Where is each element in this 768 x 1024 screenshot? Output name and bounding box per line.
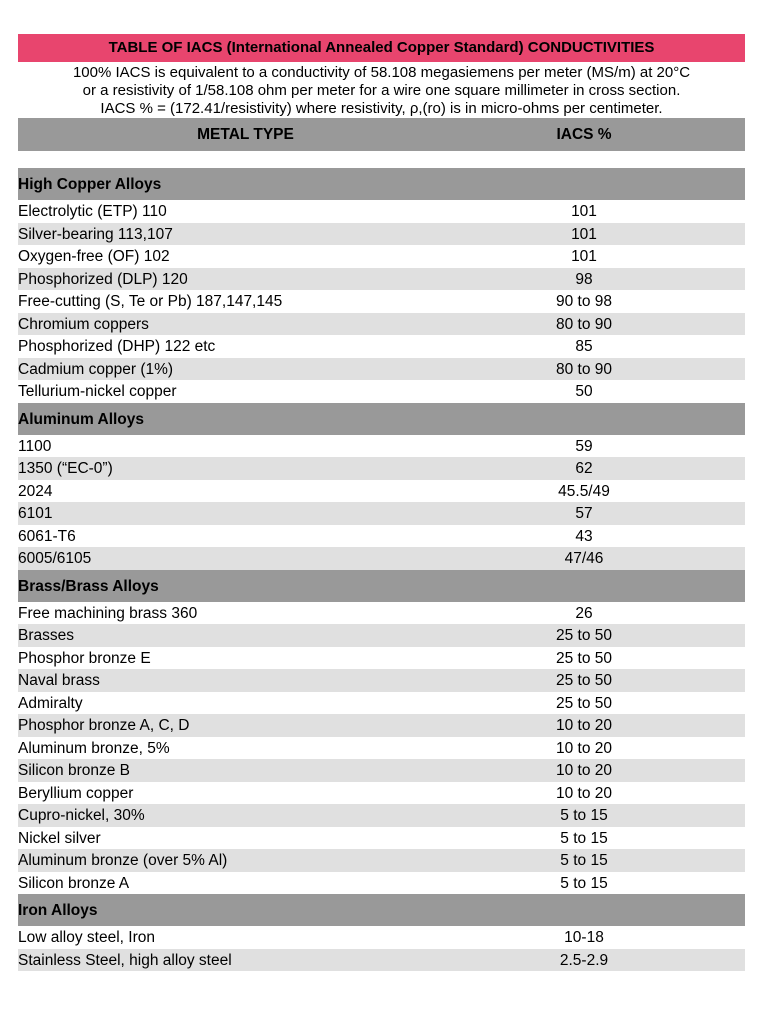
- table-row: [18, 525, 745, 548]
- iacs-table: [18, 34, 745, 971]
- metal-name-cell: 2024: [18, 482, 53, 500]
- iacs-value-cell: 85: [575, 338, 593, 355]
- metal-name-cell: Free-cutting (S, Te or Pb) 187,147,145: [18, 293, 283, 310]
- metal-name-cell: 6061-T6: [18, 527, 76, 545]
- iacs-value-cell: 5 to 15: [560, 874, 608, 892]
- table-row: [18, 872, 745, 895]
- iacs-value-cell: 10 to 20: [555, 739, 613, 757]
- metal-name-cell: Phosphorized (DHP) 122 etc: [18, 338, 216, 355]
- iacs-value-cell: 10 to 20: [555, 784, 613, 802]
- table-row: [18, 624, 745, 647]
- table-row: [18, 737, 745, 760]
- table-description: [18, 62, 745, 118]
- iacs-value-cell: 26: [575, 604, 593, 622]
- table-title: TABLE OF IACS (International Annealed Copper Standard) CONDUCTIVITIES: [18, 34, 745, 62]
- iacs-value-cell: 47/46: [564, 550, 604, 567]
- description-line: or a resistivity of 1/58.108 ohm per meter for a wire one square millimeter in cross section.: [82, 82, 681, 99]
- table-row: [18, 782, 745, 805]
- iacs-value-cell: 45.5/49: [558, 482, 610, 500]
- table-row: [18, 480, 745, 503]
- table-row: [18, 714, 745, 737]
- iacs-value-cell: 101: [571, 248, 597, 265]
- iacs-value-cell: 5 to 15: [560, 829, 608, 847]
- table-row: [18, 380, 745, 403]
- metal-name-cell: Silicon bronze B: [18, 762, 131, 779]
- table-row: [18, 358, 745, 381]
- metal-name-cell: Cupro-nickel, 30%: [18, 807, 145, 824]
- table-row: [18, 457, 745, 480]
- metal-name-cell: 6101: [18, 505, 53, 522]
- metal-name-cell: Admiralty: [18, 694, 83, 712]
- section-header: Brass/Brass Alloys: [18, 570, 745, 602]
- metal-name-cell: Beryllium copper: [18, 784, 134, 802]
- table-row: [18, 435, 745, 458]
- metal-name-cell: Phosphor bronze E: [18, 649, 151, 667]
- metal-name-cell: 1100: [18, 437, 52, 455]
- metal-name-cell: Low alloy steel, Iron: [18, 929, 155, 946]
- iacs-value-cell: 2.5-2.9: [559, 951, 609, 969]
- table-row: [18, 804, 745, 827]
- metal-name-cell: Phosphor bronze A, C, D: [18, 717, 190, 734]
- table-row: [18, 602, 745, 625]
- table-row: [18, 268, 745, 291]
- section-header: Aluminum Alloys: [18, 403, 745, 435]
- metal-name-cell: Chromium coppers: [18, 315, 149, 333]
- metal-name-cell: Phosphorized (DLP) 120: [18, 270, 188, 288]
- metal-name-cell: Naval brass: [18, 672, 100, 689]
- iacs-value-cell: 80 to 90: [555, 360, 613, 378]
- table-row: [18, 692, 745, 715]
- table-row: [18, 759, 745, 782]
- table-row: [18, 849, 745, 872]
- iacs-value-cell: 43: [575, 527, 593, 545]
- iacs-value-cell: 57: [575, 505, 593, 522]
- column-header-row: [18, 118, 745, 151]
- table-row: [18, 245, 745, 268]
- table-row: [18, 223, 745, 246]
- metal-name-cell: Electrolytic (ETP) 110: [18, 203, 167, 220]
- metal-name-cell: Silver-bearing 113,107: [18, 225, 173, 243]
- iacs-value-cell: 90 to 98: [555, 293, 613, 310]
- iacs-value-cell: 98: [575, 270, 593, 288]
- iacs-value-cell: 25 to 50: [555, 649, 613, 667]
- table-row: [18, 290, 745, 313]
- table-row: [18, 313, 745, 336]
- metal-name-cell: 6005/6105: [18, 550, 92, 567]
- metal-name-cell: Oxygen-free (OF) 102: [18, 248, 170, 265]
- metal-name-cell: 1350 (“EC-0”): [18, 460, 113, 477]
- metal-name-cell: Aluminum bronze (over 5% Al): [18, 852, 228, 869]
- iacs-value-cell: 10-18: [564, 929, 604, 946]
- section-header: High Copper Alloys: [18, 168, 745, 200]
- metal-name-cell: Tellurium-nickel copper: [18, 383, 177, 400]
- description-line: 100% IACS is equivalent to a conductivity of 58.108 megasiemens per meter (MS/m) at 20°C: [72, 64, 691, 81]
- iacs-value-cell: 101: [571, 203, 597, 220]
- iacs-value-cell: 59: [575, 437, 593, 455]
- metal-name-cell: Free machining brass 360: [18, 604, 198, 622]
- iacs-value-cell: 80 to 90: [555, 315, 613, 333]
- iacs-value-cell: 25 to 50: [555, 627, 613, 644]
- description-line: IACS % = (172.41/resistivity) where resistivity, ρ,(ro) is in micro-ohms per centimeter.: [100, 100, 663, 117]
- table-row: [18, 647, 745, 670]
- iacs-value-cell: 10 to 20: [555, 717, 613, 734]
- iacs-value-cell: 10 to 20: [555, 762, 613, 779]
- table-row: [18, 200, 745, 223]
- table-row: [18, 669, 745, 692]
- table-body: [18, 168, 745, 971]
- section-header: Iron Alloys: [18, 894, 745, 926]
- iacs-value-cell: 101: [571, 225, 597, 243]
- table-row: [18, 827, 745, 850]
- iacs-value-cell: 25 to 50: [555, 694, 613, 712]
- metal-name-cell: Stainless Steel, high alloy steel: [18, 951, 232, 969]
- table-row: [18, 547, 745, 570]
- metal-name-cell: Brasses: [18, 627, 74, 644]
- table-row: [18, 926, 745, 949]
- iacs-value-cell: 25 to 50: [555, 672, 613, 689]
- column-header-iacs: IACS %: [556, 125, 612, 143]
- table-row: [18, 949, 745, 972]
- header-spacer: [18, 151, 745, 168]
- iacs-value-cell: 5 to 15: [560, 852, 608, 869]
- metal-name-cell: Aluminum bronze, 5%: [18, 739, 170, 757]
- metal-name-cell: Nickel silver: [18, 829, 101, 847]
- iacs-value-cell: 5 to 15: [560, 807, 608, 824]
- table-row: [18, 502, 745, 525]
- table-row: [18, 335, 745, 358]
- metal-name-cell: Cadmium copper (1%): [18, 360, 174, 378]
- iacs-value-cell: 50: [575, 383, 593, 400]
- column-header-metal-type: METAL TYPE: [197, 125, 294, 143]
- metal-name-cell: Silicon bronze A: [18, 874, 130, 892]
- iacs-value-cell: 62: [575, 460, 593, 477]
